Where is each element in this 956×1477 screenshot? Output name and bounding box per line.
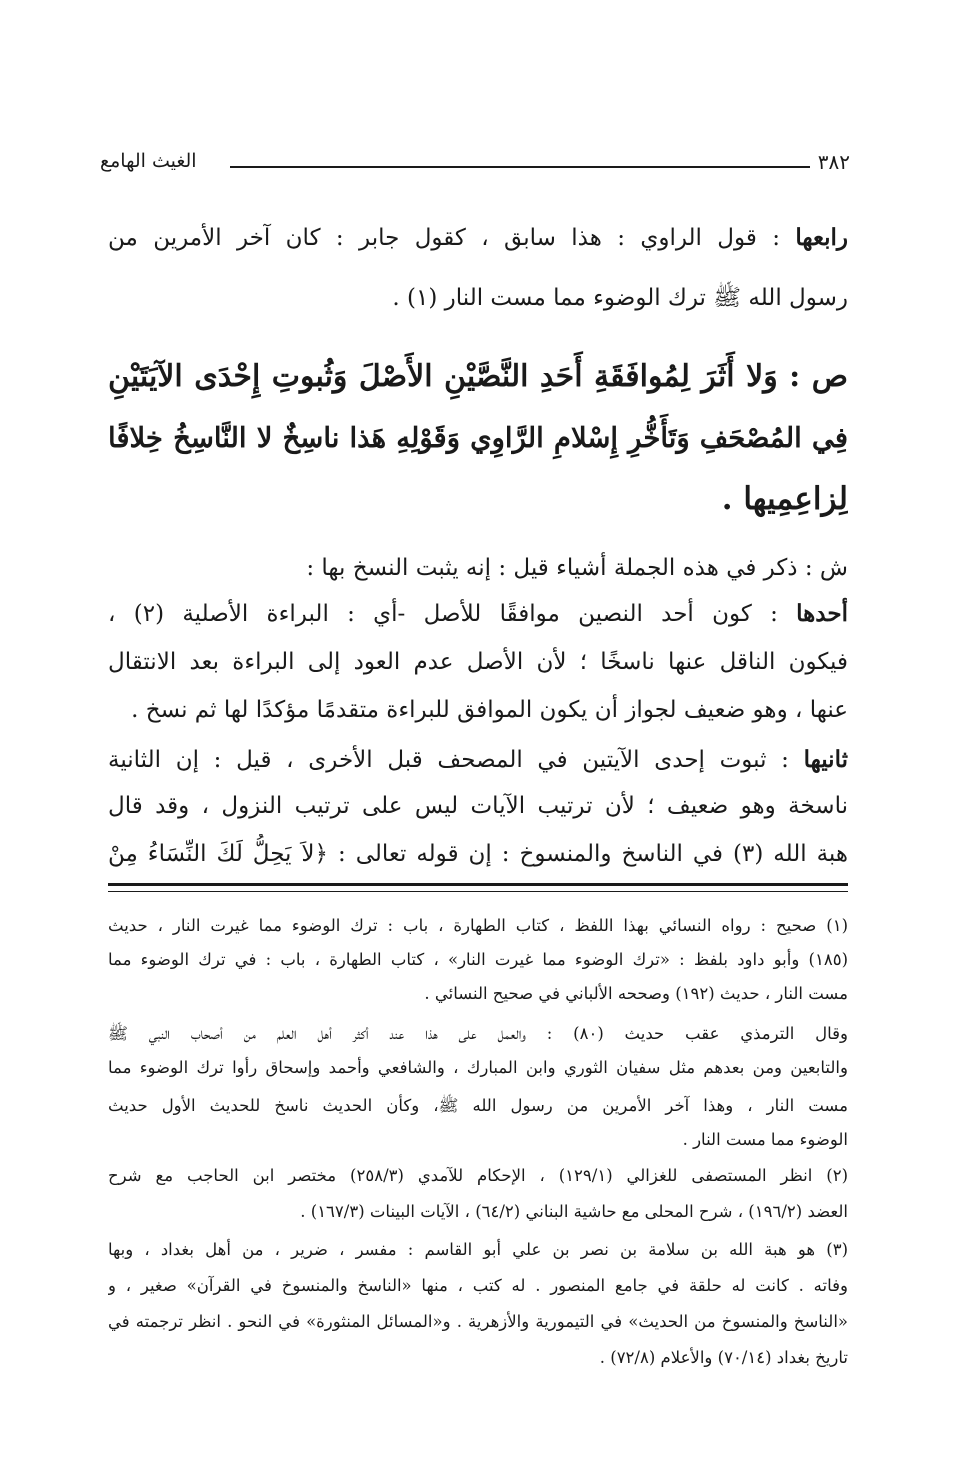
sharh-line: هبة الله (٣) في الناسخ والمنسوخ : إن قوله تعالى : ﴿لاَ يَحِلُّ لَكَ النِّسَاءُ مِنْ [108, 841, 848, 867]
sharh-line: فيكون الناقل عنها ناسخًا ؛ لأن الأصل عدم العود إلى البراءة بعد الانتقال [108, 649, 848, 675]
footnote-line: تاريخ بغداد (٧٠/١٤) والأعلام (٧٢/٨) . [599, 1348, 848, 1367]
footnote-line: والتابعين ومن بعدهم مثل سفيان الثوري وابن المبارك ، والشافعي وأحمد وإسحاق رأوا ترك الوضوء مما [108, 1058, 848, 1077]
footnote-line: العضد (١٩٦/٢) ، شرح المحلى مع حاشية البناني (٦٤/٢) ، الآيات البينات (١٦٧/٣) . [300, 1202, 848, 1221]
footnote-line: (٢) انظر المستصفى للغزالي (١٢٩/١) ، الإحكام للآمدي (٢٥٨/٣) مختصر ابن الحاجب مع شرح [108, 1166, 848, 1185]
page-number: ٣٨٢ [817, 150, 850, 174]
footnote-line: (١) صحيح : رواه النسائي بهذا اللفظ ، كتاب الطهارة ، باب : ترك الوضوء مما غيرت النار ، حديث [108, 916, 848, 935]
sharh-line: ناسخة وهو ضعيف ؛ لأن ترتيب الآيات ليس على ترتيب النزول ، وقد قال [108, 793, 848, 819]
sharh-line: عنها ، وهو ضعيف لجواز أن يكون الموافق للبراءة متقدمًا مؤكدًا لها ثم نسخ . [131, 697, 848, 723]
footnote-line: وقال الترمذي عقب حديث (٨٠) : والعمل على هذا عند أكثر أهل العلم من أصحاب النبي ﷺ [108, 1024, 848, 1043]
footnote-line: مست النار ، حديث (١٩٢) وصححه الألباني في صحيح النسائي . [424, 984, 848, 1003]
page-header [100, 150, 850, 182]
footnote-line: الوضوء مما مست النار . [682, 1130, 848, 1149]
footnote-separator [108, 883, 848, 892]
sharh-line: ثانيها : ثبوت إحدى الآيتين في المصحف قبل الأخرى ، قيل : إن الثانية [108, 746, 848, 773]
footnote-line: (٣) هو هبة الله بن سلامة بن نصر بن علي أبو القاسم : مفسر ، ضرير ، من أهل بغداد ، وبها [108, 1240, 848, 1259]
sharh-line: ش : ذكر في هذه الجملة أشياء قيل : إنه يثبت النسخ بها : [306, 555, 848, 581]
header-rule [230, 166, 810, 168]
matn-line: لِزاعِمِيها . [721, 481, 848, 517]
paragraph-line: رسول الله ﷺ ترك الوضوء مما مست النار (١) . [392, 285, 848, 311]
footnote-line: (١٨٥) وأبو داود بلفظ : «ترك الوضوء مما غيرت النار» ، كتاب الطهارة ، باب : في ترك الوضوء مما [108, 950, 848, 969]
paragraph-line: رابعها : قول الراوي : هذا سابق ، كقول جابر : كان آخر الأمرين من [108, 224, 848, 251]
footnote-line: وفاته . كانت له حلقة في جامع المنصور . له كتب ، منها «الناسخ والمنسوخ في القرآن» صغير ، و [108, 1276, 848, 1295]
sharh-line: أحدها : كون أحد النصين موافقًا للأصل -أي : البراءة الأصلية (٢) ، [108, 600, 848, 627]
matn-line: فِي المُصْحَفِ وَتَأَخُّرِ إِسْلامِ الرَّاوِي وَقَوْلِهِ هَذا ناسِخٌ لا النَّاسِخُ خِلافًا [108, 422, 848, 454]
running-title: الغيث الهامع [100, 150, 197, 172]
footnote-line: «الناسخ والمنسوخ من الحديث» في التيمورية والأزهرية . و«المسائل المنثورة» في النحو . انظر ترجمته في [108, 1312, 848, 1331]
footnote-line: مست النار ، وهذا آخر الأمرين من رسول الله ﷺ، وكأن الحديث ناسخ للحديث الأول حديث [108, 1096, 848, 1115]
matn-line: ص : وَلا أَثَرَ لِمُوافَقَةِ أَحَدِ النَّصَّيْنِ الأَصْلَ وَثُبوتِ إِحْدَى الآيَتَيْنِ [108, 359, 848, 394]
